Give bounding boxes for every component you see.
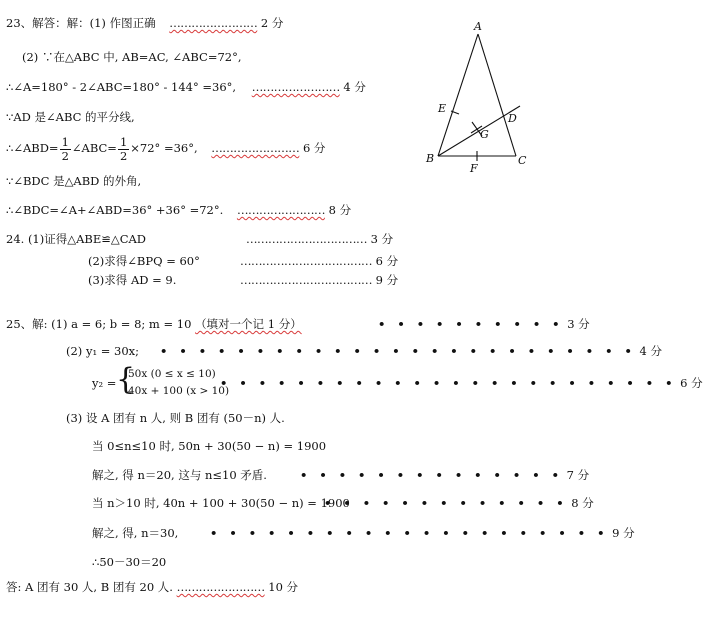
q25-l8-score: 9 分 (612, 526, 635, 540)
q25-l3-score: 6 分 (680, 376, 703, 390)
label-f: F (470, 162, 478, 175)
q25-answer-score: 10 分 (268, 580, 299, 594)
q25-l2-dots: • • • • • • • • • • • • • • • • • • • • • • • • • (160, 344, 636, 358)
q24-line-1-score (246, 232, 393, 246)
fraction-denominator: 2 (61, 148, 69, 163)
q25-answer-text: 答: A 团有 30 人, B 团有 20 人. (6, 580, 173, 594)
q25-line-7-score (324, 496, 594, 510)
q25-line-1 (6, 317, 302, 331)
q25-l6-score: 7 分 (566, 468, 590, 482)
label-d: D (508, 112, 517, 125)
q25-line-5 (92, 439, 326, 453)
q23-l3-score: 4 分 (343, 80, 366, 94)
q24-l2-dots: ……………………………… (240, 254, 372, 268)
q25-l2-score: 4 分 (639, 344, 662, 358)
fraction-one-half-2 (118, 136, 129, 163)
q23-line-4 (6, 110, 135, 124)
q23-line-7 (6, 203, 351, 217)
q24-l3-dots: ……………………………… (240, 273, 372, 287)
q25-l9-text: ∴50－30＝20 (92, 555, 167, 569)
q25-l1-score: 3 分 (567, 317, 590, 331)
q25-line-6-score (300, 468, 589, 482)
q25-l1-text: 25、解: (1) a = 6; b = 8; m = 10 (6, 317, 192, 331)
q24-l2-score: 6 分 (375, 254, 399, 268)
q25-l6-dots: • • • • • • • • • • • • • • (300, 468, 563, 482)
q25-l6-text: 解之, 得 n＝20, 这与 n≤10 矛盾. (92, 468, 267, 482)
q25-line-6 (92, 468, 267, 482)
label-a: A (474, 20, 482, 33)
q25-l3-lhs: y₂ = (92, 376, 117, 390)
q23-l4-text: ∵AD 是∠ABC 的平分线, (6, 110, 135, 124)
q23-l6-text: ∵∠BDC 是△ABD 的外角, (6, 174, 142, 188)
q23-l7-score: 8 分 (328, 203, 352, 217)
q23-l1-score: 2 分 (260, 16, 284, 30)
fraction-numerator-2: 1 (119, 134, 128, 149)
q23-line-6 (6, 174, 141, 188)
q23-l1-dots: …………………… (169, 16, 258, 30)
q24-line-3 (88, 273, 176, 287)
q25-line-2 (66, 344, 139, 358)
q24-l1-text: 24. (1)证得△ABE≌△CAD (6, 232, 147, 246)
q25-l7-score: 8 分 (571, 496, 594, 510)
q25-line-8-score (210, 526, 635, 540)
q23-l3-dots: …………………… (251, 80, 340, 94)
q25-answer-dots: …………………… (176, 580, 265, 594)
q25-l3-case2: 40x + 100 (x > 10) (128, 385, 230, 397)
q25-l3-dots: • • • • • • • • • • • • • • • • • • • • • • • • (220, 376, 677, 390)
q24-line-2 (88, 254, 200, 268)
q23-l5-pre: ∴∠ABD= (6, 141, 59, 155)
q25-l1-note: （填对一个记 1 分） (195, 317, 302, 331)
q23-line-2 (22, 50, 242, 64)
q25-line-4 (66, 411, 285, 425)
fraction-one-half (60, 136, 71, 163)
q25-line-8 (92, 526, 178, 540)
q25-line-9 (92, 555, 166, 569)
q25-line-1-score (378, 317, 590, 331)
q25-line-2-score (160, 344, 662, 358)
q23-l5-dots: …………………… (211, 141, 300, 155)
piecewise-brace: { (116, 362, 136, 397)
q23-l2-text: (2) ∵在△ABC 中, AB=AC, ∠ABC=72°, (22, 50, 242, 64)
q25-line-7 (92, 496, 350, 510)
q25-l1-dots: • • • • • • • • • • (378, 317, 564, 331)
q24-l1-score: 3 分 (370, 232, 394, 246)
q23-line-1 (6, 16, 283, 30)
q25-l8-dots: • • • • • • • • • • • • • • • • • • • • • (210, 526, 609, 540)
label-c: C (518, 154, 527, 167)
label-g: G (480, 128, 489, 141)
q24-l3-text: (3)求得 AD = 9. (88, 273, 177, 287)
q25-l2-text: (2) y₁ = 30x; (66, 344, 139, 358)
triangle-figure (420, 20, 540, 180)
q24-line-3-score (240, 273, 398, 287)
q25-l5-text: 当 0≤n≤10 时, 50n + 30(50 − n) = 1900 (92, 439, 327, 453)
q24-line-1 (6, 232, 146, 246)
q23-line-3 (6, 80, 366, 94)
q23-l3-text: ∴∠A=180° - 2∠ABC=180° - 144° =36°, (6, 80, 237, 94)
q23-l5-mid: ∠ABC= (71, 141, 117, 155)
q25-l3-case1: 50x (0 ≤ x ≤ 10) (128, 368, 216, 380)
label-e: E (438, 102, 447, 115)
q23-line-5 (6, 132, 325, 164)
q23-l7-text: ∴∠BDC=∠A+∠ABD=36° +36° =72°. (6, 203, 224, 217)
q24-l3-score: 9 分 (375, 273, 399, 287)
fraction-numerator: 1 (61, 134, 69, 149)
q25-l4-text: (3) 设 A 团有 n 人, 则 B 团有 (50－n) 人. (66, 411, 285, 425)
q23-l7-dots: …………………… (236, 203, 325, 217)
label-b: B (426, 152, 435, 165)
q23-l1-text: 23、解答：解：(1) 作图正确 (6, 16, 156, 30)
q24-l2-text: (2)求得∠BPQ = 60° (88, 254, 200, 268)
q23-l5-score: 6 分 (302, 141, 326, 155)
q24-l1-dots: …………………………… (246, 232, 367, 246)
side-ab (438, 34, 478, 156)
q25-line-3-score (220, 376, 703, 390)
q25-l7-text: 当 n＞10 时, 40n + 100 + 30(50 − n) = 1900 (92, 496, 350, 510)
q23-l5-post: ×72° =36°, (130, 141, 198, 155)
q25-l7-dots: • • • • • • • • • • • • • (324, 496, 568, 510)
q25-answer (6, 580, 298, 594)
q25-l8-text: 解之, 得, n＝30, (92, 526, 179, 540)
q24-line-2-score (240, 254, 398, 268)
fraction-denominator-2: 2 (119, 148, 128, 163)
